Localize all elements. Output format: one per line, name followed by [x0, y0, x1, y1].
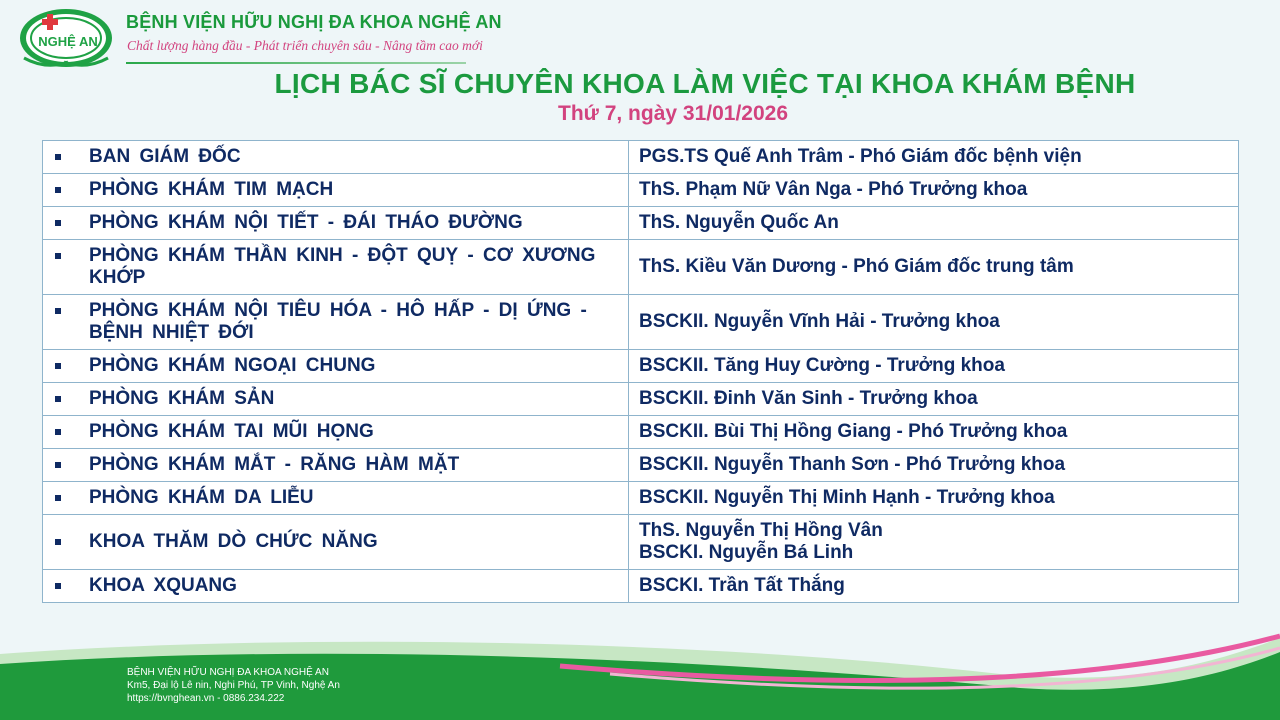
hospital-name: BỆNH VIỆN HỮU NGHỊ ĐA KHOA NGHỆ AN: [126, 12, 502, 32]
department-name: KHOA XQUANG: [89, 575, 237, 596]
department-name: BAN GIÁM ĐỐC: [89, 146, 241, 167]
logo-text: NGHỆ AN: [38, 34, 98, 49]
doctor-cell: [629, 383, 1239, 416]
department-cell: [43, 383, 629, 416]
schedule-table-body: [43, 141, 1239, 603]
table-row: [43, 295, 1239, 350]
doctor-cell: [629, 174, 1239, 207]
doctor-cell: [629, 141, 1239, 174]
department-name: PHÒNG KHÁM TAI MŨI HỌNG: [89, 421, 374, 442]
department-name: PHÒNG KHÁM TIM MẠCH: [89, 179, 334, 200]
doctor-cell: [629, 350, 1239, 383]
department-cell: [43, 141, 629, 174]
footer-hospital-name: BỆNH VIỆN HỮU NGHỊ ĐA KHOA NGHỆ AN: [127, 667, 329, 678]
department-cell: [43, 240, 629, 295]
table-row: [43, 449, 1239, 482]
department-cell: [43, 416, 629, 449]
hospital-logo: [16, 6, 116, 70]
bullet-icon: [55, 583, 61, 589]
doctor-name: BSCKII. Nguyễn Thị Minh Hạnh - Trưởng khoa: [639, 487, 1055, 508]
bullet-icon: [55, 429, 61, 435]
doctor-cell: [629, 515, 1239, 570]
bullet-icon: [55, 308, 61, 314]
bullet-icon: [55, 495, 61, 501]
department-cell: [43, 295, 629, 350]
doctor-name: BSCKII. Tăng Huy Cường - Trưởng khoa: [639, 355, 1005, 376]
bullet-icon: [55, 396, 61, 402]
doctor-name: BSCKII. Đinh Văn Sinh - Trưởng khoa: [639, 388, 978, 409]
department-cell: [43, 449, 629, 482]
bullet-icon: [55, 253, 61, 259]
department-name: PHÒNG KHÁM SẢN: [89, 388, 275, 409]
table-row: [43, 141, 1239, 174]
doctor-name: ThS. Phạm Nữ Vân Nga - Phó Trưởng khoa: [639, 179, 1028, 200]
department-name: KHOA THĂM DÒ CHỨC NĂNG: [89, 531, 378, 552]
doctor-name: ThS. Nguyễn Quốc An: [639, 212, 839, 233]
doctor-cell: [629, 240, 1239, 295]
footer-info: [127, 666, 340, 705]
table-row: [43, 174, 1239, 207]
department-cell: [43, 570, 629, 603]
table-row: [43, 240, 1239, 295]
table-row: [43, 350, 1239, 383]
doctor-cell: [629, 295, 1239, 350]
header-divider: [126, 62, 466, 64]
doctor-cell: [629, 207, 1239, 240]
bullet-icon: [55, 539, 61, 545]
department-name: PHÒNG KHÁM DA LIỄU: [89, 487, 314, 508]
doctor-name: BSCKII. Nguyễn Vĩnh Hải - Trưởng khoa: [639, 311, 1000, 332]
doctor-name: BSCKII. Nguyễn Thanh Sơn - Phó Trưởng khoa: [639, 454, 1066, 475]
bullet-icon: [55, 220, 61, 226]
doctor-cell: [629, 570, 1239, 603]
doctor-schedule-table: [42, 140, 1239, 603]
doctor-name: PGS.TS Quế Anh Trâm - Phó Giám đốc bệnh viện: [639, 146, 1082, 167]
department-name: PHÒNG KHÁM NỘI TIẾT - ĐÁI THÁO ĐƯỜNG: [89, 212, 523, 233]
department-name: PHÒNG KHÁM MẮT - RĂNG HÀM MẶT: [89, 454, 460, 475]
department-name: PHÒNG KHÁM THẦN KINH - ĐỘT QUỴ - CƠ XƯƠNG KHỚP: [89, 245, 596, 288]
table-row: [43, 207, 1239, 240]
department-cell: [43, 350, 629, 383]
table-row: [43, 383, 1239, 416]
department-cell: [43, 207, 629, 240]
table-row: [43, 570, 1239, 603]
doctor-name: BSCKI. Nguyễn Bá Linh: [639, 542, 854, 563]
doctor-name: BSCKII. Bùi Thị Hồng Giang - Phó Trưởng khoa: [639, 421, 1068, 442]
doctor-name: BSCKI. Trần Tất Thắng: [639, 575, 845, 596]
bullet-icon: [55, 187, 61, 193]
department-name: PHÒNG KHÁM NỘI TIÊU HÓA - HÔ HẤP - DỊ ỨNG - BỆNH NHIỆT ĐỚI: [89, 300, 587, 343]
hospital-slogan: Chất lượng hàng đầu - Phát triển chuyên sâu - Nâng tầm cao mới: [127, 38, 483, 53]
department-cell: [43, 174, 629, 207]
doctor-name: ThS. Nguyễn Thị Hồng Vân: [639, 520, 883, 541]
table-row: [43, 482, 1239, 515]
footer-address: Km5, Đại lộ Lê nin, Nghi Phú, TP Vinh, Nghệ An: [127, 680, 340, 691]
doctor-cell: [629, 416, 1239, 449]
table-row: [43, 416, 1239, 449]
department-cell: [43, 515, 629, 570]
bullet-icon: [55, 363, 61, 369]
bullet-icon: [55, 462, 61, 468]
schedule-date: Thứ 7, ngày 31/01/2026: [558, 102, 788, 125]
table-row: [43, 515, 1239, 570]
doctor-name: ThS. Kiều Văn Dương - Phó Giám đốc trung tâm: [639, 256, 1074, 277]
footer-contact: https://bvnghean.vn - 0886.234.222: [127, 693, 285, 704]
doctor-cell: [629, 482, 1239, 515]
page-title: LỊCH BÁC SĨ CHUYÊN KHOA LÀM VIỆC TẠI KHOA KHÁM BỆNH: [274, 68, 1136, 99]
department-cell: [43, 482, 629, 515]
bullet-icon: [55, 154, 61, 160]
department-name: PHÒNG KHÁM NGOẠI CHUNG: [89, 355, 376, 376]
doctor-cell: [629, 449, 1239, 482]
